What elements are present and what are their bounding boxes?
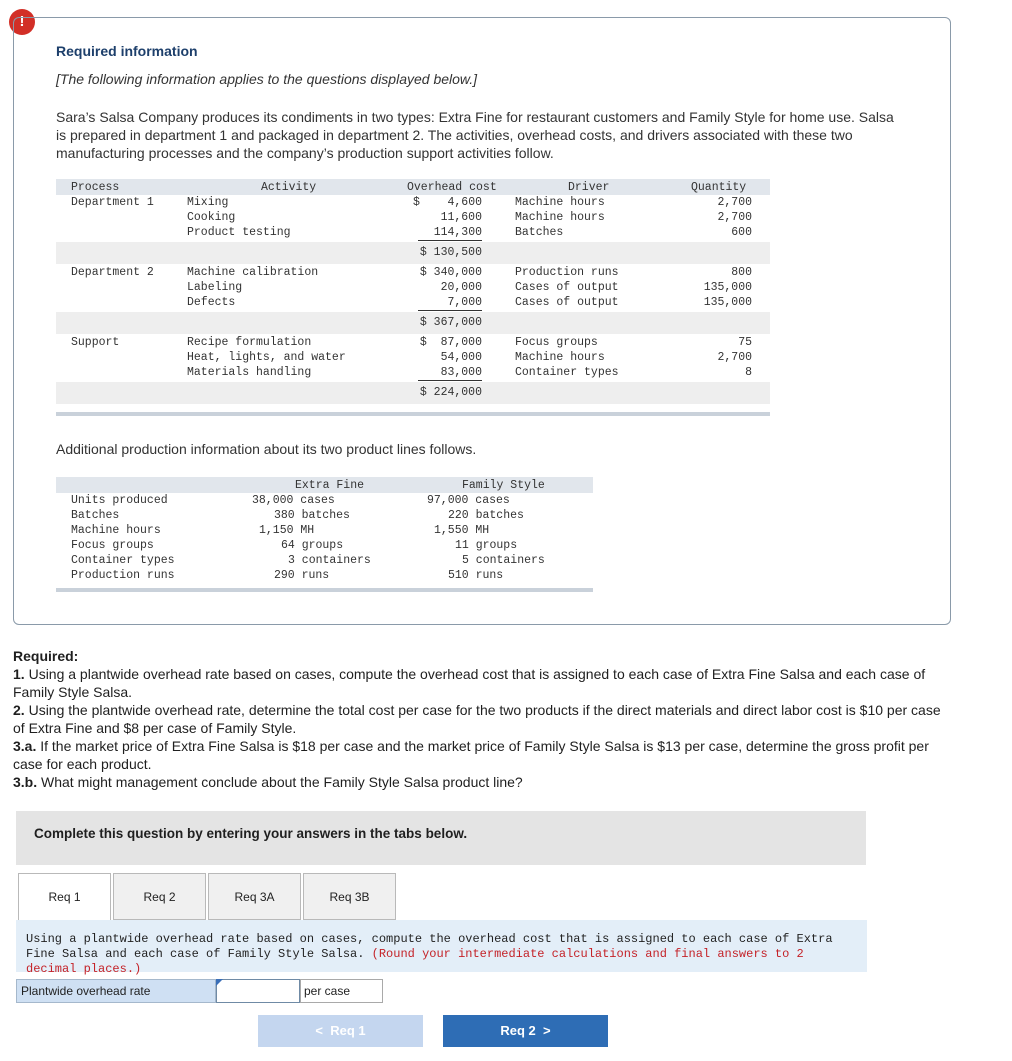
family-style-value: 97,000 cases: [427, 494, 510, 507]
driver-quantity: 2,700: [717, 196, 752, 209]
panel-title: Required information: [56, 43, 198, 59]
driver-name: Focus groups: [515, 336, 598, 349]
tab-instruction: Using a plantwide overhead rate based on cases, compute the overhead cost that is assigned to each case of Extra Fine Salsa and each case of Family Style Salsa. (Round your intermediate calculations and final answers to 2 decimal places.): [16, 920, 867, 972]
tab-req-2[interactable]: Req 2: [113, 873, 206, 920]
process-label: Department 2: [71, 266, 154, 279]
product-line-table: [56, 477, 593, 595]
prev-req-button[interactable]: [258, 1015, 423, 1047]
family-style-value: 5 containers: [462, 554, 545, 567]
driver-name: Machine hours: [515, 211, 605, 224]
driver-name: Machine hours: [515, 351, 605, 364]
family-style-value: 220 batches: [448, 509, 524, 522]
family-style-value: 510 runs: [448, 569, 504, 582]
driver-name: Batches: [515, 226, 564, 239]
activity-name: Mixing: [187, 196, 229, 209]
family-style-value: 1,550 MH: [434, 524, 490, 537]
driver-name: Machine hours: [515, 196, 605, 209]
activity-name: Recipe formulation: [187, 336, 312, 349]
activity-name: Labeling: [187, 281, 243, 294]
activity-name: Heat, lights, and water: [187, 351, 346, 364]
activity-name: Product testing: [187, 226, 291, 239]
required-item: 2. Using the plantwide overhead rate, determine the total cost per case for the two products if the direct materials and direct labor cost is $10 per case of Extra Fine and $8 per case of Family Style.: [13, 702, 941, 736]
header-overhead-cost: Overhead cost: [407, 181, 497, 194]
header-driver: Driver: [568, 181, 610, 194]
driver-quantity: 2,700: [717, 351, 752, 364]
activity-name: Defects: [187, 296, 236, 309]
overhead-cost: 20,000: [440, 281, 482, 294]
activity-cost-table: [56, 179, 770, 417]
input-marker-icon: [216, 979, 223, 986]
driver-quantity: 600: [731, 226, 752, 239]
row-label: Focus groups: [71, 539, 154, 552]
overhead-subtotal: $ 224,000: [419, 386, 482, 399]
chevron-left-icon: <: [315, 1023, 323, 1038]
overhead-subtotal: $ 367,000: [419, 316, 482, 329]
overhead-cost: 83,000: [418, 365, 482, 381]
driver-name: Cases of output: [515, 296, 619, 309]
tab-req-3b[interactable]: Req 3B: [303, 873, 396, 920]
plantwide-rate-input[interactable]: [216, 979, 300, 1003]
next-req-button[interactable]: [443, 1015, 608, 1047]
extra-fine-value: 64 groups: [281, 539, 344, 552]
family-style-value: 11 groups: [455, 539, 518, 552]
row-label: Machine hours: [71, 524, 161, 537]
per-case-unit: per case: [300, 979, 383, 1003]
tab-req-1[interactable]: Req 1: [18, 873, 111, 920]
required-item: 1. Using a plantwide overhead rate based on cases, compute the overhead cost that is assigned to each case of Extra Fine Salsa and each case of Family Style Salsa.: [13, 666, 926, 700]
table-bottom-rule: [56, 412, 770, 416]
header-extra-fine: Extra Fine: [295, 479, 365, 492]
next-req-label: Req 2: [500, 1023, 536, 1038]
activity-name: Machine calibration: [187, 266, 319, 279]
overhead-cost: 11,600: [440, 211, 482, 224]
driver-quantity: 135,000: [703, 296, 752, 309]
driver-quantity: 2,700: [717, 211, 752, 224]
driver-quantity: 800: [731, 266, 752, 279]
overhead-cost: $ 340,000: [419, 266, 482, 279]
prev-req-label: Req 1: [330, 1023, 366, 1038]
driver-quantity: 135,000: [703, 281, 752, 294]
process-label: Department 1: [71, 196, 154, 209]
overhead-cost: 54,000: [440, 351, 482, 364]
chevron-right-icon: >: [543, 1023, 551, 1038]
header-family-style: Family Style: [462, 479, 545, 492]
row-label: Production runs: [71, 569, 175, 582]
additional-info-text: Additional production information about its two product lines follows.: [56, 441, 477, 457]
header-activity: Activity: [261, 181, 317, 194]
required-heading: Required:: [13, 648, 79, 664]
table-bottom-rule: [56, 588, 593, 592]
activity-name: Cooking: [187, 211, 236, 224]
driver-quantity: 75: [738, 336, 752, 349]
row-label: Container types: [71, 554, 175, 567]
driver-quantity: 8: [745, 366, 752, 379]
extra-fine-value: 1,150 MH: [259, 524, 315, 537]
header-quantity: Quantity: [691, 181, 747, 194]
required-section: [13, 647, 953, 791]
extra-fine-value: 3 containers: [288, 554, 371, 567]
driver-name: Container types: [515, 366, 619, 379]
overhead-cost: $ 4,600: [412, 196, 482, 209]
activity-name: Materials handling: [187, 366, 312, 379]
complete-question-bar: [16, 811, 866, 865]
process-label: Support: [71, 336, 120, 349]
extra-fine-value: 38,000 cases: [252, 494, 335, 507]
header-process: Process: [71, 181, 120, 194]
row-label: Units produced: [71, 494, 168, 507]
overhead-cost: 7,000: [418, 295, 482, 311]
extra-fine-value: 380 batches: [274, 509, 350, 522]
driver-name: Cases of output: [515, 281, 619, 294]
row-label: Batches: [71, 509, 120, 522]
intro-paragraph: Sara’s Salsa Company produces its condiments in two types: Extra Fine for restaurant customers and Family Style for home use. Salsa is prepared in department 1 and packaged in department 2. The activities, overhead costs, and drivers associated with these two manufacturing processes and the company’s production support activities follow.: [56, 109, 894, 161]
rounding-note: (Round your intermediate calculations and final answers to 2 decimal places.): [26, 947, 804, 976]
required-item: 3.b. What might management conclude about the Family Style Salsa product line?: [13, 774, 523, 790]
extra-fine-value: 290 runs: [274, 569, 330, 582]
panel-subtitle: [The following information applies to the questions displayed below.]: [56, 71, 478, 87]
overhead-cost: $ 87,000: [419, 336, 482, 349]
required-item: 3.a. If the market price of Extra Fine Salsa is $18 per case and the market price of Family Style Salsa is $13 per case, determine the gross profit per case for each product.: [13, 738, 929, 772]
complete-question-text: Complete this question by entering your answers in the tabs below.: [34, 826, 468, 841]
plantwide-rate-label: Plantwide overhead rate: [16, 979, 216, 1003]
overhead-subtotal: $ 130,500: [419, 246, 482, 259]
tab-req-3a[interactable]: Req 3A: [208, 873, 301, 920]
alert-icon: !: [9, 9, 35, 35]
driver-name: Production runs: [515, 266, 619, 279]
overhead-cost: 114,300: [418, 225, 482, 241]
